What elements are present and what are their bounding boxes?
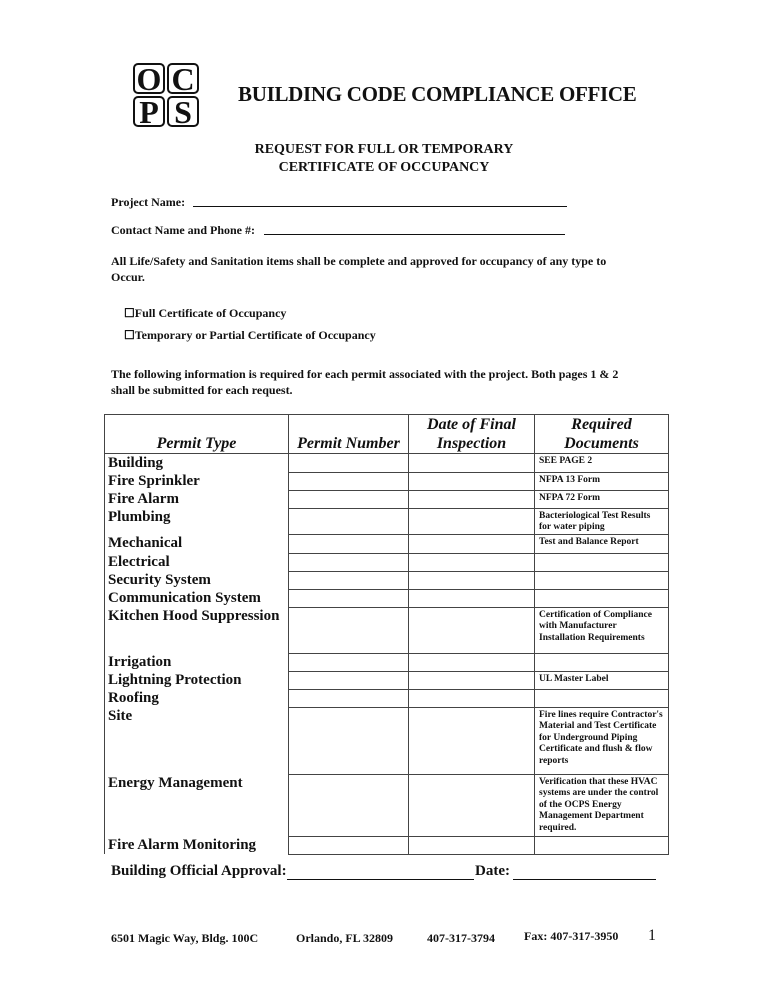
- final-inspection-date-cell[interactable]: [409, 553, 535, 571]
- required-docs-cell: Test and Balance Report: [535, 534, 669, 553]
- permit-type-cell: Mechanical: [105, 534, 289, 553]
- table-row: [105, 454, 669, 473]
- permit-type-cell: Security System: [105, 571, 289, 589]
- logo-letter: S: [167, 96, 199, 127]
- footer-fax: Fax: 407-317-3950: [524, 929, 619, 943]
- option-label: Full Certificate of Occupancy: [134, 306, 287, 320]
- form-title-line: CERTIFICATE OF OCCUPANCY: [278, 160, 490, 175]
- permit-number-cell[interactable]: [289, 653, 409, 671]
- footer-address: 6501 Magic Way, Bldg. 100C: [111, 931, 259, 945]
- permit-number-cell[interactable]: [289, 571, 409, 589]
- option-full[interactable]: ☐Full Certificate of Occupancy: [124, 306, 287, 320]
- table-row: [105, 774, 669, 836]
- instructions-text: The following information is required for each permit associated with the project. Both pages 1 & 2 shall be submitted for each request.: [111, 367, 619, 397]
- table-row: [105, 653, 669, 671]
- final-inspection-date-cell[interactable]: [409, 836, 535, 854]
- permit-number-cell[interactable]: [289, 774, 409, 836]
- permit-number-cell[interactable]: [289, 689, 409, 707]
- ocps-logo: [133, 60, 199, 130]
- table-row: [105, 553, 669, 571]
- date-label: Date:: [475, 863, 510, 879]
- permit-number-cell[interactable]: [289, 508, 409, 534]
- permit-number-cell[interactable]: [289, 553, 409, 571]
- permit-type-cell: Site: [105, 707, 289, 774]
- table-row: [105, 589, 669, 607]
- required-docs-cell: SEE PAGE 2: [535, 454, 669, 473]
- required-docs-cell: Certification of Compliance with Manufacturer Installation Requirements: [535, 607, 669, 653]
- project-name-field[interactable]: [193, 206, 567, 207]
- permit-table: [104, 414, 669, 855]
- notice-text: All Life/Safety and Sanitation items shall be complete and approved for occupancy of any type to Occur.: [111, 254, 607, 284]
- permit-type-cell: Irrigation: [105, 653, 289, 671]
- required-docs-cell: [535, 589, 669, 607]
- permit-type-cell: Energy Management: [105, 774, 289, 836]
- final-inspection-date-cell[interactable]: [409, 653, 535, 671]
- table-row: [105, 836, 669, 854]
- permit-type-cell: Lightning Protection: [105, 671, 289, 689]
- permit-type-cell: Plumbing: [105, 508, 289, 534]
- form-title: [0, 141, 768, 177]
- header-permit-type: Permit Type: [105, 415, 289, 454]
- permit-type-cell: Fire Alarm Monitoring: [105, 836, 289, 854]
- option-temporary[interactable]: ☐Temporary or Partial Certificate of Occupancy: [124, 328, 376, 342]
- permit-number-cell[interactable]: [289, 454, 409, 473]
- final-inspection-date-cell[interactable]: [409, 774, 535, 836]
- required-docs-cell: [535, 836, 669, 854]
- required-docs-cell: Fire lines require Contractor's Material and Test Certificate for Underground Piping Certificate and flush & flow reports: [535, 707, 669, 774]
- permit-number-cell[interactable]: [289, 534, 409, 553]
- permit-type-cell: Fire Sprinkler: [105, 472, 289, 490]
- table-row: [105, 472, 669, 490]
- required-docs-cell: UL Master Label: [535, 671, 669, 689]
- required-docs-cell: Bacteriological Test Results for water piping: [535, 508, 669, 534]
- permit-type-cell: Fire Alarm: [105, 490, 289, 508]
- required-docs-cell: [535, 653, 669, 671]
- final-inspection-date-cell[interactable]: [409, 454, 535, 473]
- approval-date-field[interactable]: [513, 879, 656, 880]
- final-inspection-date-cell[interactable]: [409, 589, 535, 607]
- table-row: [105, 508, 669, 534]
- final-inspection-date-cell[interactable]: [409, 534, 535, 553]
- header-permit-number: Permit Number: [289, 415, 409, 454]
- permit-type-cell: Roofing: [105, 689, 289, 707]
- table-row: [105, 490, 669, 508]
- permit-number-cell[interactable]: [289, 607, 409, 653]
- final-inspection-date-cell[interactable]: [409, 707, 535, 774]
- table-row: [105, 689, 669, 707]
- project-name-label: Project Name:: [111, 195, 186, 209]
- header-date-final: Date of Final Inspection: [409, 415, 535, 454]
- permit-type-cell: Communication System: [105, 589, 289, 607]
- office-title: BUILDING CODE COMPLIANCE OFFICE: [238, 82, 637, 106]
- final-inspection-date-cell[interactable]: [409, 671, 535, 689]
- logo-letter: O: [133, 63, 165, 94]
- permit-number-cell[interactable]: [289, 490, 409, 508]
- table-row: [105, 671, 669, 689]
- final-inspection-date-cell[interactable]: [409, 472, 535, 490]
- final-inspection-date-cell[interactable]: [409, 689, 535, 707]
- permit-number-cell[interactable]: [289, 671, 409, 689]
- permit-type-cell: Electrical: [105, 553, 289, 571]
- permit-number-cell[interactable]: [289, 589, 409, 607]
- option-label: Temporary or Partial Certificate of Occupancy: [134, 328, 376, 342]
- final-inspection-date-cell[interactable]: [409, 571, 535, 589]
- form-title-line: REQUEST FOR FULL OR TEMPORARY: [254, 142, 514, 157]
- header-required-docs: Required Documents: [535, 415, 669, 454]
- required-docs-cell: NFPA 13 Form: [535, 472, 669, 490]
- required-docs-cell: [535, 689, 669, 707]
- permit-type-cell: Building: [105, 454, 289, 473]
- required-docs-cell: [535, 553, 669, 571]
- table-row: [105, 607, 669, 653]
- table-row: [105, 571, 669, 589]
- table-row: [105, 534, 669, 553]
- required-docs-cell: [535, 571, 669, 589]
- approval-label: Building Official Approval:: [111, 863, 287, 879]
- final-inspection-date-cell[interactable]: [409, 490, 535, 508]
- required-docs-cell: NFPA 72 Form: [535, 490, 669, 508]
- table-row: [105, 707, 669, 774]
- required-docs-cell: Verification that these HVAC systems are under the control of the OCPS Energy Management Department required.: [535, 774, 669, 836]
- page-number: 1: [648, 927, 656, 944]
- logo-letter: C: [167, 63, 199, 94]
- logo-letter: P: [133, 96, 165, 127]
- footer-city: Orlando, FL 32809: [296, 931, 394, 945]
- final-inspection-date-cell[interactable]: [409, 607, 535, 653]
- permit-number-cell[interactable]: [289, 707, 409, 774]
- permit-type-cell: Kitchen Hood Suppression: [105, 607, 289, 653]
- footer-phone: 407-317-3794: [427, 931, 495, 945]
- permit-number-cell[interactable]: [289, 472, 409, 490]
- contact-field[interactable]: [264, 234, 565, 235]
- permit-number-cell[interactable]: [289, 836, 409, 854]
- contact-label: Contact Name and Phone #:: [111, 223, 255, 237]
- approval-signature-field[interactable]: [287, 879, 474, 880]
- final-inspection-date-cell[interactable]: [409, 508, 535, 534]
